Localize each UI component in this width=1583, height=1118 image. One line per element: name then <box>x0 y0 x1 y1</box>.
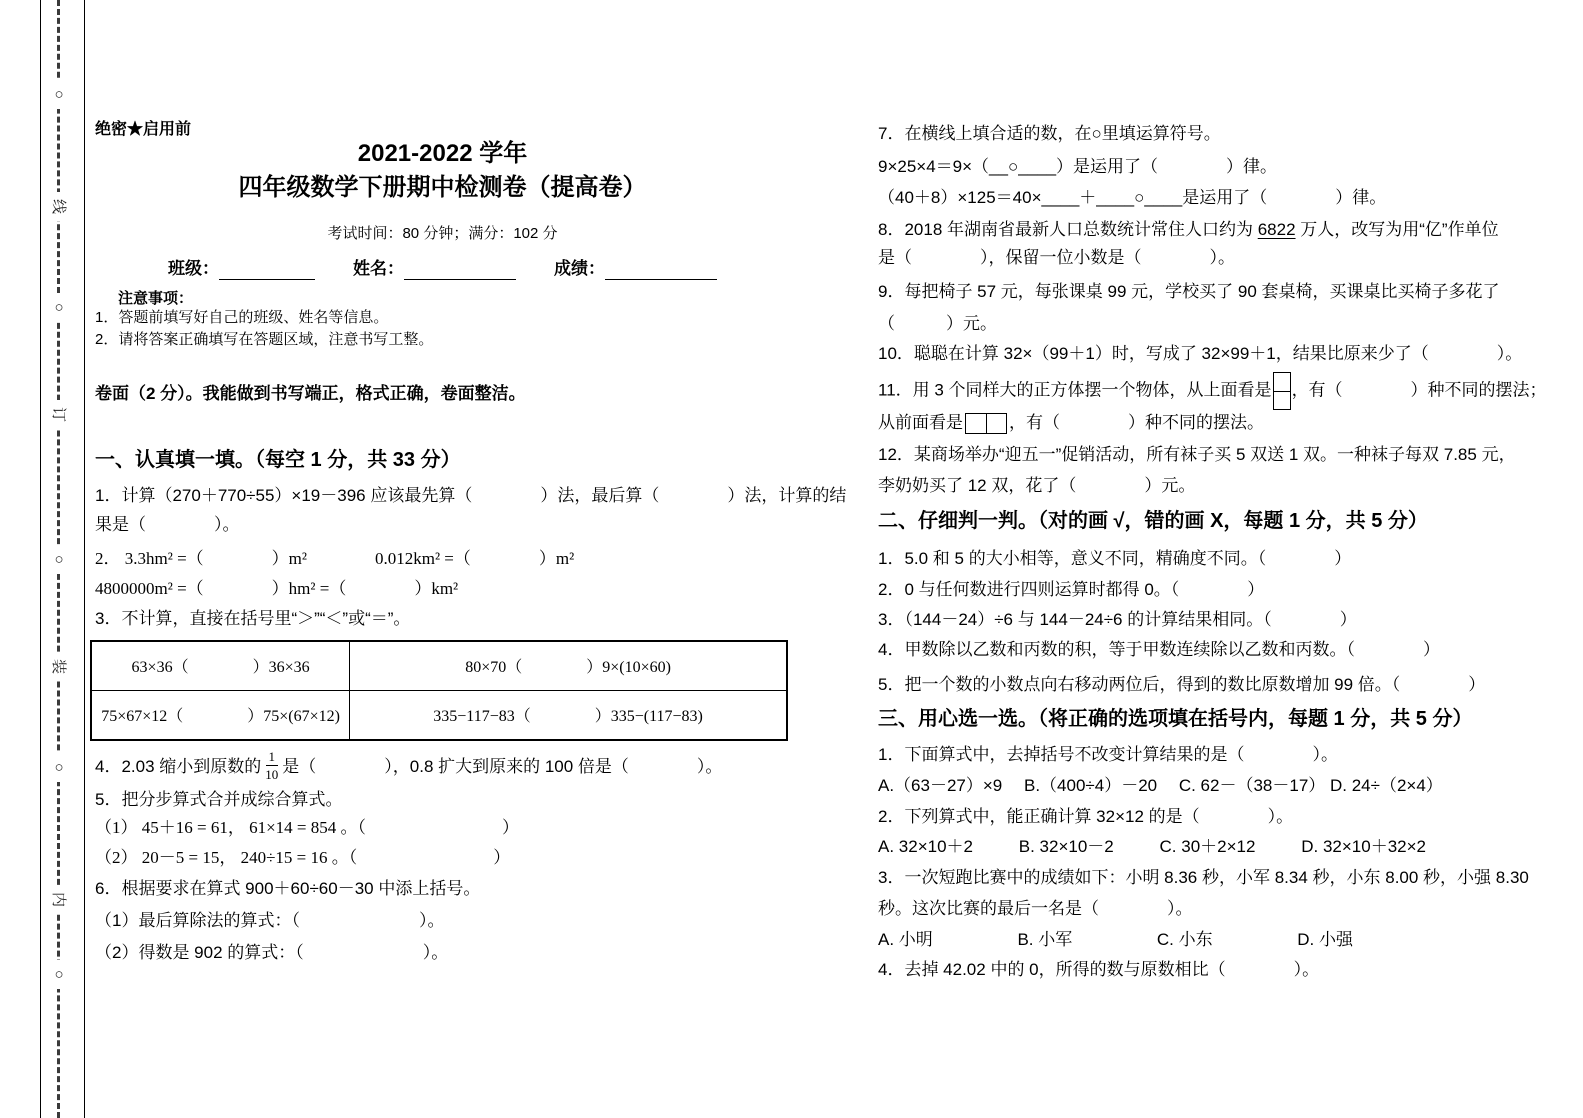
top-view-shape-icon <box>1273 372 1291 410</box>
question-5-part1: （1） 45＋16 = 61， 61×14 = 854 。（ ） <box>95 818 520 837</box>
choice-q4-stem: 4．去掉 42.02 中的 0，所得的数与原数相比（ ）。 <box>878 960 1320 979</box>
class-label: 班级： <box>168 259 219 278</box>
name-label: 姓名： <box>353 259 404 278</box>
question-12-line1: 12．某商场举办“迎五一”促销活动，所有袜子买 5 双送 1 双。一种袜子每双 7.85 元， <box>878 445 1516 464</box>
choice-q1-options: A.（63－27）×9 B.（400÷4）－20 C. 62－（38－17） D. 24÷（2×4） <box>878 776 1443 795</box>
option-d: D. 32×10＋32×2 <box>1301 837 1426 856</box>
question-3-compare-table <box>90 640 788 741</box>
question-4-post: 是（ ），0.8 扩大到原来的 100 倍是（ ）。 <box>282 756 723 776</box>
paper-neatness-note: 卷面（2 分）。我能做到书写端正，格式正确，卷面整洁。 <box>95 384 526 403</box>
question-11-line1 <box>878 372 1547 410</box>
score-blank <box>605 263 717 280</box>
question-7-line2: 9×25×4＝9×（__○____）是运用了（ ）律。 <box>878 157 1278 176</box>
question-9-line1: 9．每把椅子 57 元，每张课桌 99 元，学校买了 90 套桌椅，买课桌比买椅子多花了 <box>878 282 1500 301</box>
binding-char-glyph: 订 <box>50 406 68 423</box>
table-cell: 335−117−83（ ）335−(117−83) <box>433 708 703 726</box>
question-11-line2-post: ，有（ ）种不同的摆法。 <box>1009 413 1264 432</box>
question-8-line1 <box>878 219 1499 241</box>
table-cell: 80×70（ ）9×(10×60) <box>350 642 786 691</box>
shape-divider <box>986 414 987 433</box>
judge-item-1: 1．5.0 和 5 的大小相等，意义不同，精确度不同。（ ） <box>878 549 1352 568</box>
judge-item-5: 5．把一个数的小数点向右移动两位后，得到的数比原数增加 99 倍。（ ） <box>878 675 1486 694</box>
option-a: A. 32×10＋2 <box>878 837 973 856</box>
question-6-part2: （2）得数是 902 的算式：（ ）。 <box>95 943 449 962</box>
front-view-shape-icon <box>965 413 1007 434</box>
judge-item-3: 3．（144－24）÷6 与 144－24÷6 的计算结果相同。（ ） <box>878 610 1357 629</box>
binding-char-ding <box>46 400 72 429</box>
option-b: B. 小军 <box>1017 930 1073 949</box>
question-1-line1: 1．计算（270＋770÷55）×19－396 应该最先算（ ）法，最后算（ ）法，计算的结 <box>95 486 847 505</box>
question-4-pre: 4．2.03 缩小到原数的 <box>95 756 262 776</box>
notes-title: 注意事项： <box>118 290 194 307</box>
binding-char-glyph: 内 <box>50 891 68 908</box>
score-field <box>554 258 717 280</box>
question-2-line2: 4800000m² =（ ）hm² =（ ）km² <box>95 579 459 598</box>
choice-q2-stem: 2．下列算式中，能正确计算 32×12 的是（ ）。 <box>878 807 1294 826</box>
judge-item-4: 4．甲数除以乙数和丙数的积，等于甲数连续除以乙数和丙数。（ ） <box>878 640 1440 659</box>
score-label: 成绩： <box>554 259 605 278</box>
table-cell: 63×36（ ）36×36 <box>92 642 350 691</box>
section2-heading: 二、仔细判一判。（对的画 √，错的画 X，每题 1 分，共 5 分） <box>878 510 1428 532</box>
question-7-line3: （40＋8）×125＝40×____＋____○____是运用了（ ）律。 <box>878 188 1387 207</box>
question-11-mid: ，有（ ）种不同的摆法； <box>1291 380 1547 400</box>
question-1-line2: 果是（ ）。 <box>95 515 240 534</box>
option-c: C. 30＋2×12 <box>1159 837 1256 856</box>
option-d: D. 小强 <box>1297 930 1353 949</box>
question-10: 10．聪聪在计算 32×（99＋1）时，写成了 32×99＋1，结果比原来少了（ ）。 <box>878 344 1523 363</box>
question-4 <box>95 749 723 783</box>
binding-char-zhuang <box>46 652 72 681</box>
name-blank <box>404 263 516 280</box>
question-8-underlined-number: 6822 <box>1257 220 1296 239</box>
fraction-one-tenth <box>265 750 278 781</box>
question-7-stem: 7．在横线上填合适的数，在○里填运算符号。 <box>878 124 1221 143</box>
choice-q2-options <box>878 836 1426 858</box>
note-item: 1．答题前填写好自己的班级、姓名等信息。 <box>95 309 389 326</box>
question-11-pre: 11．用 3 个同样大的正方体摆一个物体，从上面看是 <box>878 380 1272 400</box>
binding-char-glyph: 线 <box>50 198 68 215</box>
section3-heading: 三、用心选一选。（将正确的选项填在括号内，每题 1 分，共 5 分） <box>878 708 1473 730</box>
option-b: B. 32×10－2 <box>1018 837 1114 856</box>
question-8-post: 万人，改写为用“亿”作单位 <box>1295 220 1499 239</box>
binding-char-xian <box>46 192 72 221</box>
question-11-line2-pre: 从前面看是 <box>878 413 963 432</box>
question-6-part1: （1）最后算除法的算式：（ ）。 <box>95 911 445 930</box>
binding-char-glyph: 装 <box>50 658 68 675</box>
binding-circle-icon: ○ <box>46 960 72 989</box>
choice-q3-line2: 秒。这次比赛的最后一名是（ ）。 <box>878 899 1193 918</box>
question-5-stem: 5．把分步算式合并成综合算式。 <box>95 790 343 809</box>
note-item: 2．请将答案正确填写在答题区域，注意书写工整。 <box>95 331 434 348</box>
exam-info: 考试时间：80 分钟；满分：102 分 <box>327 225 558 242</box>
security-classification: 绝密★启用前 <box>95 121 192 138</box>
question-6-stem: 6．根据要求在算式 900＋60÷60－30 中添上括号。 <box>95 879 481 898</box>
fraction-denominator: 10 <box>265 767 279 782</box>
fraction-numerator: 1 <box>266 750 279 766</box>
judge-item-2: 2．0 与任何数进行四则运算时都得 0。（ ） <box>878 580 1265 599</box>
margin-inner-line <box>84 0 85 1118</box>
choice-q3-line1: 3．一次短跑比赛中的成绩如下：小明 8.36 秒，小军 8.34 秒，小东 8.00 秒，小强 8.30 <box>878 868 1529 887</box>
margin-outer-line <box>40 0 41 1118</box>
binding-char-nei <box>46 885 72 914</box>
question-8-pre: 8．2018 年湖南省最新人口总数统计常住人口约为 <box>878 220 1258 239</box>
choice-q1-stem: 1．下面算式中，去掉括号不改变计算结果的是（ ）。 <box>878 745 1338 764</box>
binding-circle-icon: ○ <box>46 753 72 782</box>
question-5-part2: （2） 20－5 = 15， 240÷15 = 16 。（ ） <box>95 848 511 867</box>
student-id-row <box>95 258 790 280</box>
binding-circle-icon: ○ <box>46 293 72 322</box>
choice-q3-options <box>878 929 1353 951</box>
class-field <box>168 258 315 280</box>
table-cell: 75×67×12（ ）75×(67×12) <box>92 691 350 740</box>
question-11-line2 <box>878 412 1264 434</box>
option-c: C. 小东 <box>1156 930 1213 949</box>
binding-circle-icon: ○ <box>46 545 72 574</box>
question-12-line2: 李奶奶买了 12 双，花了（ ）元。 <box>878 476 1196 495</box>
question-2-line1: 2． 3.3hm² =（ ）m² 0.012km² =（ ）m² <box>95 549 575 568</box>
shape-divider <box>1274 391 1290 392</box>
page-title-line1: 2021-2022 学年 <box>357 140 528 167</box>
class-blank <box>219 263 315 280</box>
page-title-line2: 四年级数学下册期中检测卷（提高卷） <box>238 174 647 201</box>
question-3-stem: 3．不计算，直接在括号里“＞”“＜”或“＝”。 <box>95 609 411 628</box>
question-8-line2: 是（ ），保留一位小数是（ ）。 <box>878 248 1235 267</box>
question-9-line2: （ ）元。 <box>878 314 997 333</box>
name-field <box>353 258 516 280</box>
option-a: A. 小明 <box>878 930 933 949</box>
section1-heading: 一、认真填一填。（每空 1 分，共 33 分） <box>95 449 461 471</box>
binding-circle-icon: ○ <box>46 80 72 109</box>
